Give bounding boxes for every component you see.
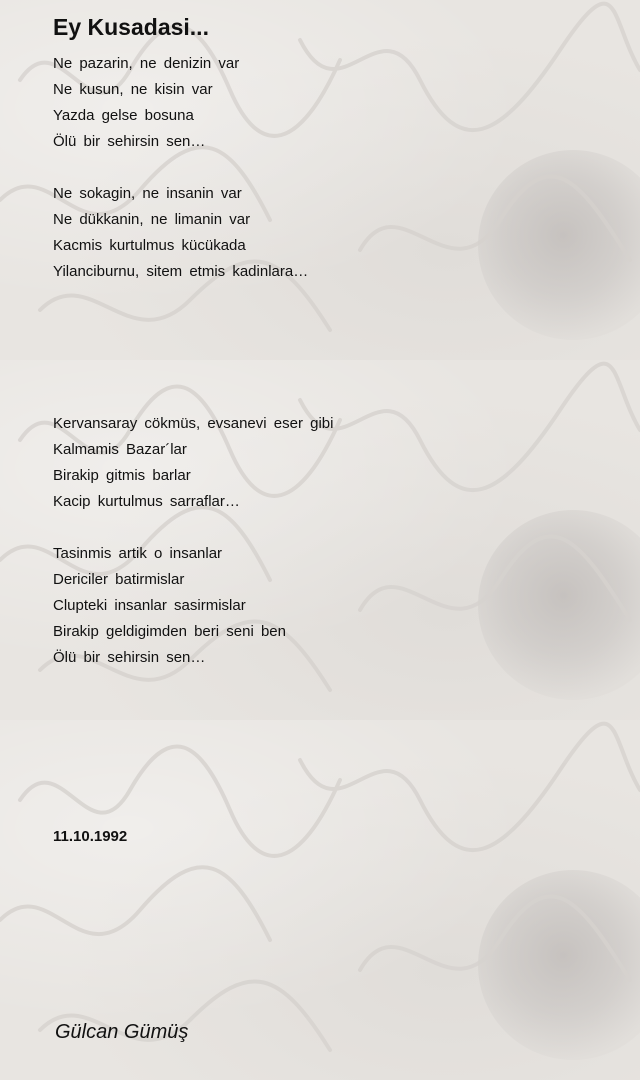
- stanza-1: [53, 51, 239, 155]
- poem-line: Yilanciburnu, sitem etmis kadinlara…: [53, 263, 309, 280]
- poem-line: Kervansaray cökmüs, evsanevi eser gibi: [53, 415, 334, 432]
- poem-line: Clupteki insanlar sasirmislar: [53, 597, 246, 614]
- poem-line: Kalmamis Bazar´lar: [53, 441, 187, 458]
- poem-line: Kacip kurtulmus sarraflar…: [53, 493, 240, 510]
- poem-line: Ölü bir sehirsin sen…: [53, 649, 206, 666]
- poem-line: Ne dükkanin, ne limanin var: [53, 211, 251, 228]
- poem-line: Tasinmis artik o insanlar: [53, 545, 223, 562]
- stanza-3: [53, 411, 333, 515]
- poem-line: Dericiler batirmislar: [53, 571, 185, 588]
- stanza-4: [53, 541, 286, 671]
- poem-date: 11.10.1992: [53, 828, 128, 845]
- poem-line: Ne kusun, ne kisin var: [53, 81, 213, 98]
- poem-author: Gülcan Gümüş: [55, 1021, 189, 1043]
- poem-line: Ölü bir sehirsin sen…: [53, 133, 206, 150]
- stanza-2: [53, 181, 308, 285]
- poem-line: Birakip gitmis barlar: [53, 467, 191, 484]
- poem-line: Ne pazarin, ne denizin var: [53, 55, 240, 72]
- poem-line: Birakip geldigimden beri seni ben: [53, 623, 286, 640]
- poem-line: Ne sokagin, ne insanin var: [53, 185, 242, 202]
- poem-title: Ey Kusadasi...: [53, 14, 209, 40]
- poem-line: Yazda gelse bosuna: [53, 107, 194, 124]
- poem-line: Kacmis kurtulmus kücükada: [53, 237, 246, 254]
